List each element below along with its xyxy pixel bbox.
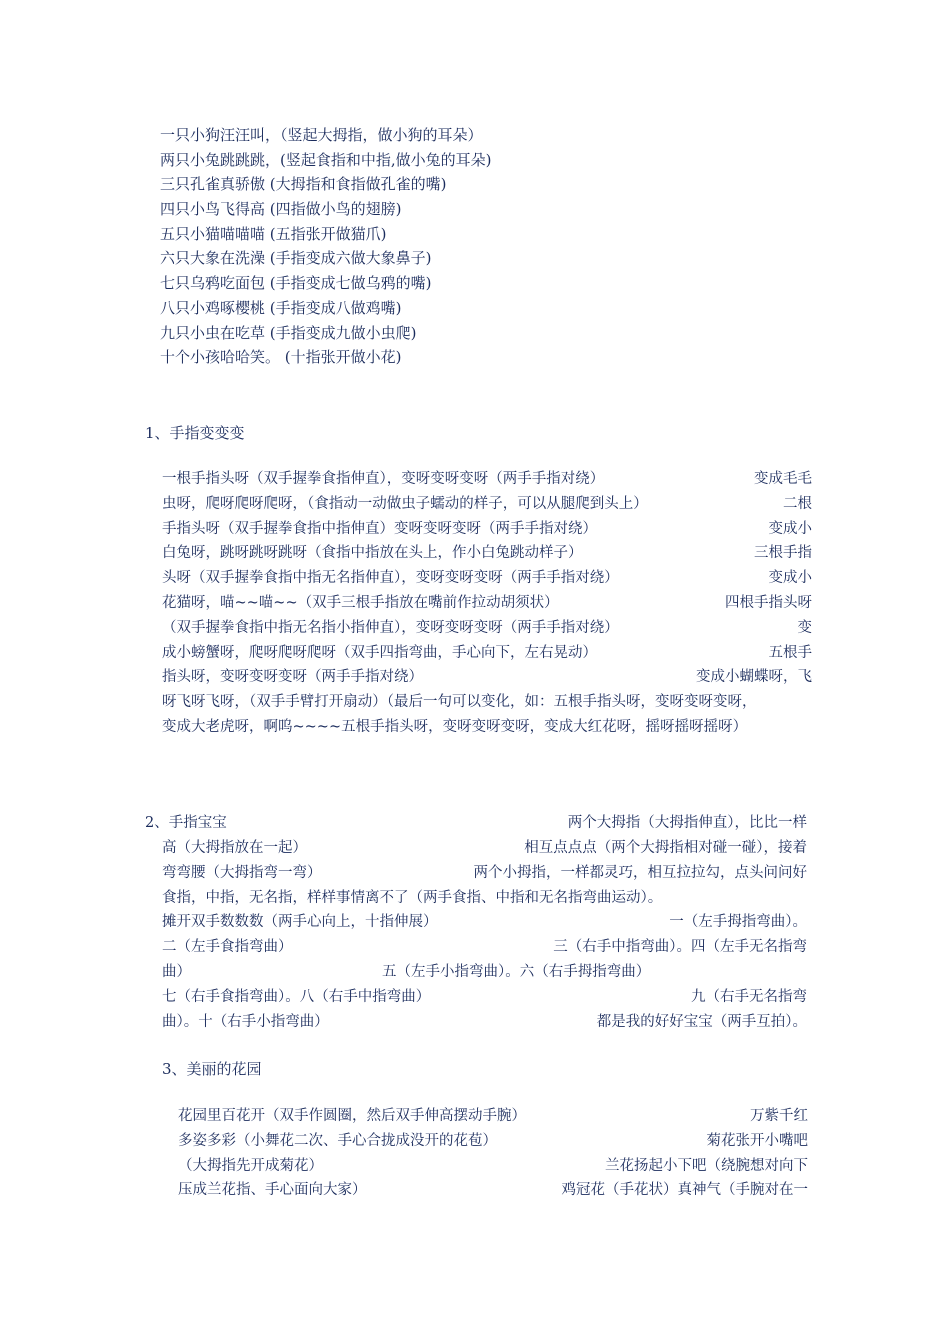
text-row: 食指，中指，无名指，样样事情离不了（两手食指、中指和无名指弯曲运动）。 xyxy=(162,889,663,906)
text-row: 弯弯腰（大拇指弯一弯） 两个小拇指，一样都灵巧，相互拉拉勾，点头问问好 xyxy=(162,864,807,881)
text-row: 曲）。十（右手小指弯曲） 都是我的好好宝宝（两手互拍）。 xyxy=(162,1013,807,1030)
text-row: 摊开双手数数数（两手心向上，十指伸展） 一（左手拇指弯曲）。 xyxy=(162,914,807,931)
heading-row: 2、手指宝宝 两个大拇指（大拇指伸直），比比一样 xyxy=(145,811,807,836)
text-row: 高（大拇指放在一起） 相互点点点（两个大拇指相对碰一碰），接着 xyxy=(162,840,807,856)
rhyme-line: 五只小猫喵喵喵 (五指张开做猫爪) xyxy=(160,224,387,243)
text-row: 二（左手食指弯曲） 三（右手中指弯曲）。四（左手无名指弯 xyxy=(162,939,807,956)
text-row: 手指头呀（双手握拳食指中指伸直）变呀变呀变呀（两手手指对绕） 变成小 xyxy=(162,520,812,537)
rhyme-line: 一只小狗汪汪叫，（竖起大拇指，做小狗的耳朵） xyxy=(160,126,483,144)
rhyme-line: 两只小兔跳跳跳，(竖起食指和中指,做小兔的耳朵) xyxy=(160,150,492,169)
rhyme-line: 六只大象在洗澡 (手指变成六做大象鼻子) xyxy=(160,249,432,268)
rhyme-line: 三只孔雀真骄傲 (大拇指和食指做孔雀的嘴) xyxy=(160,175,447,194)
section-body-2 xyxy=(162,836,807,1034)
section-heading-3: 3、美丽的花园 xyxy=(162,1060,262,1078)
section-body-1 xyxy=(162,467,812,740)
text-row: （大拇指先开成菊花） 兰花扬起小下吧（绕腕想对向下 xyxy=(178,1157,808,1174)
section-body-3 xyxy=(178,1104,808,1203)
text-row: （双手握拳食指中指无名指小指伸直），变呀变呀变呀（两手手指对绕） 变 xyxy=(162,619,812,636)
text-row: 成小螃蟹呀，爬呀爬呀爬呀（双手四指弯曲，手心向下，左右晃动） 五根手 xyxy=(162,644,812,661)
text-row: 变成大老虎呀，啊呜~~~~五根手指头呀，变呀变呀变呀，变成大红花呀，摇呀摇呀摇呀） xyxy=(162,718,748,735)
text-row: 花园里百花开（双手作圆圈，然后双手伸高摆动手腕） 万紫千红 xyxy=(178,1108,808,1124)
rhyme-line: 十个小孩哈哈笑。 (十指张开做小花) xyxy=(160,348,402,367)
text-row: 花猫呀，喵~~喵~~（双手三根手指放在嘴前作拉动胡须状） 四根手指头呀 xyxy=(162,594,812,611)
text-row: 头呀（双手握拳食指中指无名指伸直），变呀变呀变呀（两手手指对绕） 变成小 xyxy=(162,570,812,587)
text-row: 七（右手食指弯曲）。八（右手中指弯曲） 九（右手无名指弯 xyxy=(162,988,807,1005)
rhyme-line: 九只小虫在吃草 (手指变成九做小虫爬) xyxy=(160,323,417,342)
text-row: 一根手指头呀（双手握拳食指伸直），变呀变呀变呀（两手手指对绕） 变成毛毛 xyxy=(162,471,812,487)
finger-rhyme-intro xyxy=(160,123,840,370)
rhyme-line: 七只乌鸦吃面包 (手指变成七做乌鸦的嘴) xyxy=(160,274,432,293)
text-row: 多姿多彩（小舞花二次、手心合拢成没开的花苞） 菊花张开小嘴吧 xyxy=(178,1132,808,1149)
section-heading-2: 2、手指宝宝 xyxy=(145,815,227,831)
text-row: 曲） 五（左手小指弯曲）。六（右手拇指弯曲） xyxy=(162,963,651,980)
section-heading-1: 1、手指变变变 xyxy=(145,424,245,442)
rhyme-line: 八只小鸡啄樱桃 (手指变成八做鸡嘴) xyxy=(160,298,402,317)
text-row: 虫呀，爬呀爬呀爬呀，（食指动一动做虫子蠕动的样子，可以从腿爬到头上） 二根 xyxy=(162,495,812,512)
section-heading-row-2 xyxy=(145,811,807,836)
rhyme-line: 四只小鸟飞得高 (四指做小鸟的翅膀) xyxy=(160,200,402,219)
text-row: 白兔呀，跳呀跳呀跳呀（食指中指放在头上，作小白兔跳动样子） 三根手指 xyxy=(162,545,812,562)
text-row: 压成兰花指、手心面向大家） 鸡冠花（手花状）真神气（手腕对在一 xyxy=(178,1182,808,1199)
text-row: 呀飞呀飞呀，（双手手臂打开扇动）（最后一句可以变化，如：五根手指头呀，变呀变呀变呀， xyxy=(162,694,757,711)
text-row: 指头呀，变呀变呀变呀（两手手指对绕） 变成小蝴蝶呀，飞 xyxy=(162,669,812,686)
